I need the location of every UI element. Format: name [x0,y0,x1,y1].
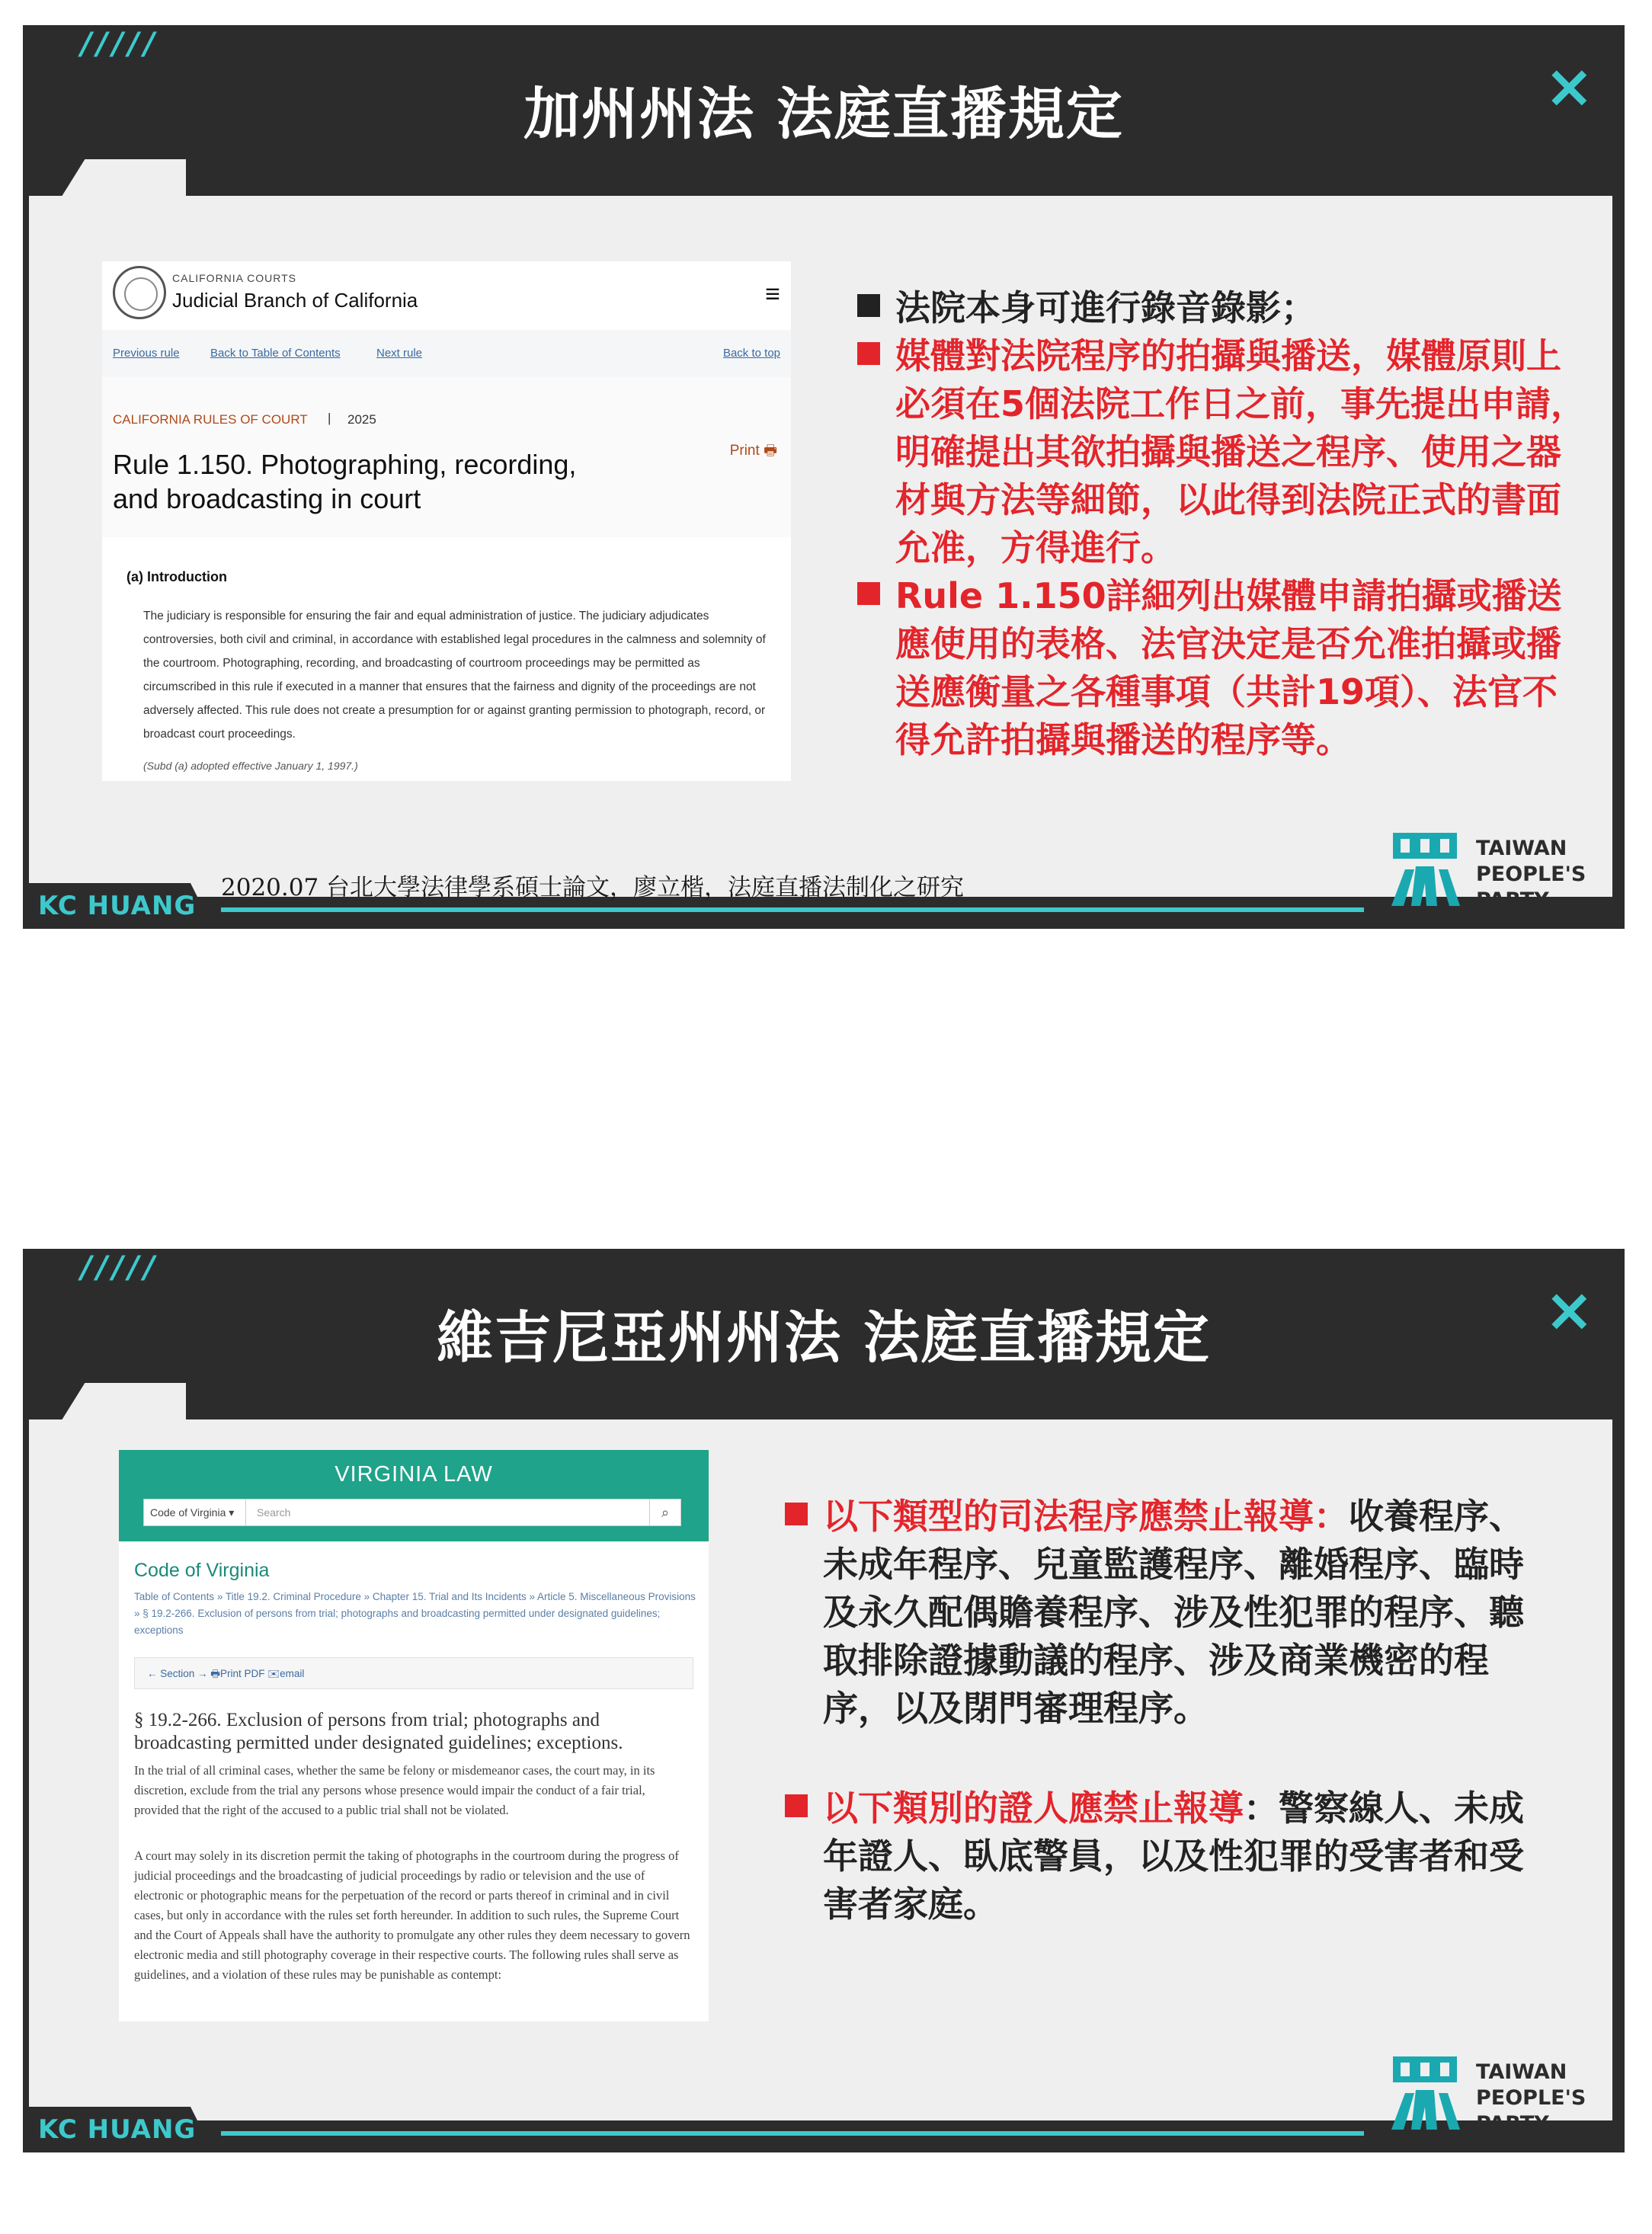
va-search-bar [143,1499,681,1526]
court-seal-icon [113,266,166,319]
bullet-text: 法院本身可進行錄音錄影； [895,287,1316,328]
bullet-item [785,1493,1547,1733]
bullet-square-icon [857,294,880,317]
author-label: KC HUANG [38,891,197,921]
slide-virginia [23,1249,1625,2152]
section-paragraph: A court may solely in its discretion permit the taking of photographs in the courtroom during the progress of judicial proceedings and the broadcasting of judicial proceedings by radio or television and the use of electronic or photographic means for the perpetuation of the record or parts thereof in criminal and in civil cases, but only in accordance with the rules set forth hereunder. In addition to such rules, the Supreme Court and the Court of Appeals shall have the authority to promulgate any other rules they deem necessary to govern electronic media and still photography coverage in their respective courts. The following rules shall serve as guidelines, and a violation of these rules may be punishable as contempt: [134,1848,690,1982]
slide-header [23,1249,1625,1423]
rule-nav [102,330,791,377]
bullet-square-icon [857,582,880,605]
tpp-logo-icon [1388,830,1462,909]
rule-header [102,377,791,537]
logo-line: PARTY [1476,2112,1549,2136]
section-title: § 19.2-266. Exclusion of persons from trial; photographs and broadcasting permitted under designated guidelines; exceptions. [134,1710,623,1753]
bullet-list [785,1493,1547,1928]
section-paragraph: In the trial of all criminal cases, whether the same be felony or misdemeanor cases, the court may, in its discretion, exclude from the trial any persons whose presence would impair the conduct of a fair trial, provided that the right of the accused to a public trial shall not be violated. [134,1763,655,1817]
print-label: Print [729,443,760,459]
print-button[interactable] [730,440,777,464]
logo-line: TAIWAN [1476,837,1567,860]
tpp-logo-icon [1388,2053,1462,2133]
bullet-square-icon [785,1503,808,1525]
section-footnote: (Subd (a) adopted effective January 1, 1997.) [143,760,358,772]
rules-category: CALIFORNIA RULES OF COURT [113,412,308,427]
code-heading: Code of Virginia [134,1560,270,1581]
tpp-logo [1388,830,1594,914]
slide-header [23,25,1625,199]
tpp-logo [1388,2053,1594,2137]
bullet-text: 收養程序、未成年程序、兒童監護程序、離婚程序、臨時及永久配偶贍養程序、涉及性犯罪的程序、聽取排除證據動議的程序、涉及商業機密的程序，以及閉門審理程序。 [823,1496,1524,1729]
rules-year: 2025 [347,412,376,427]
section-body: The judiciary is responsible for ensuring the fair and equal administration of justice. The judiciary adjudicates controversies, both civil and criminal, in accordance with established legal procedures in the calmness and solemnity of the courtroom. Photographing, recording, and broadcasting of courtroom proceedings may be permitted as circumscribed in this rule if executed in a manner that ensures that the fairness and dignity of the proceedings are not adversely affected. This rule does not create a presumption for or against granting permission to photograph, record, or broadcast court proceedings. [143,610,766,741]
bullet-lead: 以下類別的證人應禁止報導 [823,1788,1244,1829]
california-court-screenshot [102,261,791,781]
logo-line: PARTY [1476,888,1549,912]
bullet-square-icon [785,1794,808,1817]
bullet-text: 媒體對法院程序的拍攝與播送，媒體原則上必須在5個法院工作日之前，事先提出申請，明確提出其欲拍攝與播送之程序、使用之器材與方法等細節，以此得到法院正式的書面允准，方得進行。 [895,335,1586,568]
bullet-text: ：警察線人、未成年證人、臥底警員，以及性犯罪的受害者和受害者家庭。 [823,1788,1524,1925]
tpp-logo-text [1476,2060,1586,2137]
va-brand: VIRGINIA LAW [335,1462,493,1487]
code-select[interactable]: Code of Virginia ▾ [144,1499,246,1525]
site-header [102,261,791,331]
footer-line [221,2131,1364,2136]
source-citation: 2020.07 台北大學法律學系碩士論文，廖立楷，法庭直播法制化之研究 [221,874,965,901]
section-toolbar[interactable]: ← Section → 🖶Print PDF ✉email [134,1657,693,1689]
search-input[interactable]: Search [257,1506,291,1519]
va-header [119,1450,709,1541]
bullet-list [857,284,1589,764]
previous-rule-link[interactable]: Previous rule [113,347,180,360]
next-rule-link[interactable]: Next rule [376,347,423,360]
footer-line [221,907,1364,912]
slide-california [23,25,1625,929]
org-name: Judicial Branch of California [172,289,418,312]
virginia-law-screenshot [119,1450,709,2021]
logo-line: PEOPLE'S [1476,863,1586,886]
author-label: KC HUANG [38,2114,197,2145]
bullet-square-icon [857,342,880,365]
section-heading: (a) Introduction [126,569,227,584]
bullet-item [857,284,1589,332]
org-subtitle: CALIFORNIA COURTS [172,272,296,284]
tpp-logo-text [1476,836,1586,914]
close-icon[interactable]: × [1544,53,1594,121]
rule-title: Rule 1.150. Photographing, recording, and broadcasting in court [113,449,577,514]
slide-title: 維吉尼亞州州法 法庭直播規定 [437,1305,1211,1371]
decor-slashes: ///// [81,1250,160,1285]
bullet-item [785,1784,1547,1928]
logo-line: PEOPLE'S [1476,2086,1586,2110]
logo-line: TAIWAN [1476,2060,1567,2084]
hamburger-menu-icon[interactable]: ≡ [765,280,780,309]
bullet-item [857,572,1589,764]
close-icon[interactable]: × [1544,1276,1594,1345]
breadcrumb[interactable]: Table of Contents » Title 19.2. Criminal Procedure » Chapter 15. Trial and Its Incidents » Article 5. Miscellaneous Provisions » § 19.2-266. Exclusion of persons from trial; photographs and broadcasting permitted under designated guidelines; exceptions [134,1591,696,1636]
bullet-lead: 以下類型的司法程序應禁止報導： [823,1496,1349,1537]
bullet-item [857,332,1589,572]
category-separator: | [328,411,331,425]
toc-link[interactable]: Back to Table of Contents [210,347,341,360]
decor-slashes: ///// [81,27,160,62]
search-icon[interactable]: ⌕ [649,1499,680,1525]
slide-title: 加州州法 法庭直播規定 [523,82,1124,147]
printer-icon: 🖶 [764,443,777,459]
bullet-text: Rule 1.150詳細列出媒體申請拍攝或播送應使用的表格、法官決定是否允准拍攝或播送應衡量之各種事項（共計19項）、法官不得允許拍攝與播送的程序等。 [895,575,1562,760]
back-to-top-link[interactable]: Back to top [722,347,780,360]
